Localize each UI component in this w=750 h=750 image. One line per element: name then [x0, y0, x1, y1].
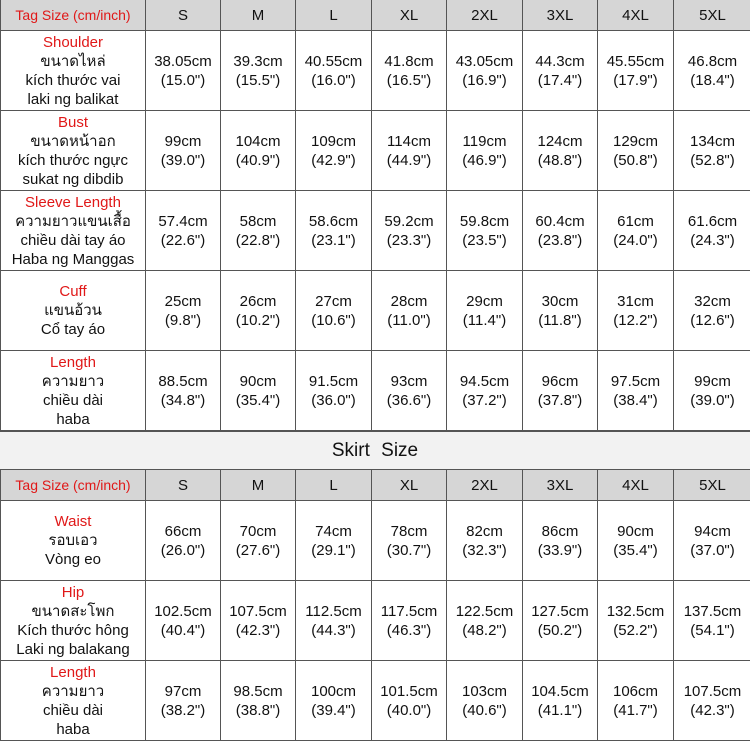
- value-cm: 96cm: [541, 372, 579, 390]
- size-value-cell: [296, 111, 372, 191]
- size-value-cell: [296, 501, 372, 581]
- size-value-cell: [221, 271, 296, 351]
- size-header-xl: XL: [372, 0, 447, 31]
- size-header-l: L: [296, 470, 372, 501]
- value-inch: (42.9"): [311, 151, 356, 169]
- value-cm: 91.5cm: [308, 372, 359, 390]
- value-cm: 112.5cm: [305, 602, 362, 620]
- value-cm: 40.55cm: [304, 52, 363, 70]
- size-value-cell: [146, 31, 221, 111]
- value-inch: (27.6"): [235, 541, 281, 559]
- value-inch: (15.5"): [235, 71, 281, 89]
- value-inch: (50.2"): [537, 621, 583, 639]
- size-value-cell: [598, 191, 674, 271]
- measurement-label: [1, 31, 146, 111]
- value-cm: 134cm: [689, 132, 736, 150]
- value-inch: (17.9"): [613, 71, 658, 89]
- value-cm: 58cm: [239, 212, 277, 230]
- size-value-cell: [523, 581, 598, 661]
- size-value-cell: [523, 191, 598, 271]
- value-cm: 78cm: [390, 522, 428, 540]
- value-cm: 90cm: [239, 372, 277, 390]
- measurement-translation: chiều dài: [42, 701, 104, 719]
- size-value-cell: [296, 581, 372, 661]
- size-header-s: S: [146, 0, 221, 31]
- size-value-cell: [447, 501, 523, 581]
- measurement-translation: haba: [56, 410, 90, 428]
- measurement-translation: haba: [56, 720, 90, 738]
- value-inch: (29.1"): [311, 541, 356, 559]
- value-inch: (48.8"): [537, 151, 583, 169]
- value-inch: (18.4"): [690, 71, 735, 89]
- value-inch: (40.6"): [462, 701, 507, 719]
- size-value-cell: [372, 271, 447, 351]
- top-row: [1, 111, 750, 191]
- size-value-cell: [372, 661, 447, 741]
- value-inch: (23.8"): [537, 231, 583, 249]
- value-inch: (46.3"): [386, 621, 432, 639]
- size-header-2xl: 2XL: [447, 0, 523, 31]
- size-value-cell: [447, 581, 523, 661]
- measurement-translation: Haba ng Manggas: [11, 250, 135, 268]
- skirt-size-title: Skirt Size: [0, 431, 750, 470]
- size-value-cell: [523, 271, 598, 351]
- size-value-cell: [372, 191, 447, 271]
- measurement-translation: ขนาดไหล่: [40, 52, 106, 70]
- size-value-cell: [447, 351, 523, 431]
- value-cm: 45.55cm: [606, 52, 665, 70]
- size-value-cell: [372, 31, 447, 111]
- value-inch: (41.1"): [537, 701, 583, 719]
- size-value-cell: [447, 661, 523, 741]
- size-value-cell: [146, 191, 221, 271]
- value-inch: (23.1"): [311, 231, 356, 249]
- value-cm: 61.6cm: [687, 212, 738, 230]
- value-cm: 107.5cm: [683, 682, 742, 700]
- value-inch: (40.9"): [235, 151, 281, 169]
- measurement-translation: sukat ng dibdib: [22, 170, 124, 188]
- measurement-translation: Cổ tay áo: [40, 321, 106, 338]
- value-cm: 124cm: [537, 132, 583, 150]
- size-header-5xl: 5XL: [674, 470, 750, 501]
- size-value-cell: [221, 501, 296, 581]
- value-cm: 29cm: [466, 292, 503, 310]
- measurement-translation: chiều dài: [42, 391, 104, 409]
- value-inch: (39.0"): [690, 391, 735, 409]
- value-inch: (15.0"): [160, 71, 206, 89]
- value-inch: (33.9"): [537, 541, 583, 559]
- size-value-cell: [523, 351, 598, 431]
- value-cm: 60.4cm: [535, 212, 585, 230]
- value-inch: (24.0"): [613, 231, 658, 249]
- size-value-cell: [146, 271, 221, 351]
- size-header-4xl: 4XL: [598, 0, 674, 31]
- value-inch: (10.6"): [311, 311, 356, 329]
- value-inch: (38.8"): [235, 701, 281, 719]
- value-cm: 119cm: [462, 132, 507, 150]
- value-inch: (35.4"): [613, 541, 658, 559]
- measurement-title: Cuff: [59, 283, 87, 300]
- top-row: [1, 271, 750, 351]
- size-value-cell: [523, 501, 598, 581]
- size-value-cell: [674, 661, 750, 741]
- value-inch: (36.0"): [311, 391, 356, 409]
- value-cm: 30cm: [541, 292, 579, 310]
- value-cm: 107.5cm: [229, 602, 287, 620]
- value-cm: 137.5cm: [683, 602, 742, 620]
- top-table-body: [1, 31, 750, 431]
- measurement-label: [1, 111, 146, 191]
- measurement-title: Length: [50, 663, 96, 681]
- skirt-table-body: [1, 501, 750, 741]
- value-cm: 104cm: [235, 132, 281, 150]
- measurement-translation: laki ng balikat: [27, 90, 119, 108]
- value-inch: (34.8"): [160, 391, 206, 409]
- value-cm: 106cm: [612, 682, 659, 700]
- value-inch: (30.7"): [386, 541, 432, 559]
- value-cm: 86cm: [541, 522, 579, 540]
- size-value-cell: [146, 501, 221, 581]
- value-cm: 25cm: [164, 292, 202, 310]
- value-inch: (54.1"): [690, 621, 735, 639]
- value-inch: (37.8"): [537, 391, 583, 409]
- value-inch: (42.3"): [235, 621, 281, 639]
- value-cm: 93cm: [390, 372, 428, 390]
- value-cm: 102.5cm: [154, 602, 212, 620]
- measurement-title: Bust: [57, 113, 88, 131]
- value-inch: (39.0"): [160, 151, 206, 169]
- value-cm: 114cm: [387, 132, 431, 150]
- size-value-cell: [146, 351, 221, 431]
- value-inch: (42.3"): [690, 701, 735, 719]
- size-value-cell: [221, 31, 296, 111]
- size-value-cell: [598, 661, 674, 741]
- value-inch: (11.0"): [387, 311, 431, 329]
- size-value-cell: [146, 111, 221, 191]
- size-header-m: M: [221, 0, 296, 31]
- measurement-translation: รอบเอว: [48, 532, 98, 549]
- measurement-translation: ความยาว: [41, 372, 105, 390]
- size-value-cell: [523, 661, 598, 741]
- top-row: [1, 31, 750, 111]
- value-cm: 57.4cm: [158, 212, 208, 230]
- value-inch: (11.4"): [462, 311, 507, 329]
- value-inch: (12.6"): [690, 311, 735, 329]
- measurement-translation: ขนาดสะโพก: [31, 602, 115, 620]
- value-inch: (48.2"): [462, 621, 507, 639]
- size-value-cell: [221, 661, 296, 741]
- size-value-cell: [221, 191, 296, 271]
- value-cm: 44.3cm: [535, 52, 585, 70]
- size-value-cell: [447, 31, 523, 111]
- value-inch: (22.8"): [235, 231, 281, 249]
- size-value-cell: [296, 351, 372, 431]
- value-cm: 59.8cm: [459, 212, 510, 230]
- value-cm: 129cm: [612, 132, 659, 150]
- value-cm: 59.2cm: [384, 212, 434, 230]
- tag-size-header: Tag Size (cm/inch): [1, 0, 146, 31]
- measurement-label: [1, 191, 146, 271]
- size-value-cell: [372, 351, 447, 431]
- size-value-cell: [674, 111, 750, 191]
- value-cm: 103cm: [461, 682, 508, 700]
- value-cm: 41.8cm: [384, 52, 434, 70]
- value-inch: (12.2"): [613, 311, 658, 329]
- value-inch: (38.2"): [160, 701, 206, 719]
- size-value-cell: [598, 351, 674, 431]
- value-inch: (23.3"): [386, 231, 432, 249]
- size-value-cell: [447, 191, 523, 271]
- value-cm: 94.5cm: [459, 372, 510, 390]
- top-header-row: [1, 0, 750, 31]
- size-value-cell: [598, 501, 674, 581]
- size-header-3xl: 3XL: [523, 470, 598, 501]
- value-inch: (44.3"): [311, 621, 356, 639]
- measurement-translation: kích thước ngực: [18, 151, 128, 169]
- size-value-cell: [221, 581, 296, 661]
- value-inch: (52.8"): [690, 151, 735, 169]
- size-header-2xl: 2XL: [447, 470, 523, 501]
- size-value-cell: [146, 661, 221, 741]
- value-cm: 88.5cm: [158, 372, 208, 390]
- measurement-translation: chiều dài tay áo: [20, 231, 126, 249]
- value-inch: (9.8"): [164, 311, 202, 329]
- top-row: [1, 351, 750, 431]
- value-inch: (37.0"): [690, 541, 735, 559]
- value-cm: 58.6cm: [308, 212, 359, 230]
- value-cm: 74cm: [315, 522, 352, 540]
- size-header-3xl: 3XL: [523, 0, 598, 31]
- measurement-translation: Laki ng balakang: [16, 640, 130, 658]
- size-header-m: M: [221, 470, 296, 501]
- measurement-title: Length: [50, 353, 96, 371]
- value-inch: (39.4"): [311, 701, 356, 719]
- size-value-cell: [598, 271, 674, 351]
- value-inch: (44.9"): [386, 151, 432, 169]
- value-inch: (11.8"): [538, 311, 582, 329]
- size-value-cell: [296, 31, 372, 111]
- size-value-cell: [146, 581, 221, 661]
- value-inch: (50.8"): [613, 151, 658, 169]
- value-inch: (37.2"): [462, 391, 507, 409]
- value-inch: (35.4"): [235, 391, 281, 409]
- value-inch: (32.3"): [462, 541, 507, 559]
- measurement-label: [1, 501, 146, 581]
- size-value-cell: [674, 31, 750, 111]
- value-cm: 132.5cm: [606, 602, 665, 620]
- value-inch: (40.0"): [386, 701, 432, 719]
- size-value-cell: [447, 111, 523, 191]
- value-cm: 70cm: [239, 522, 277, 540]
- size-value-cell: [674, 581, 750, 661]
- size-value-cell: [296, 661, 372, 741]
- value-cm: 99cm: [164, 132, 202, 150]
- size-value-cell: [372, 111, 447, 191]
- size-header-l: L: [296, 0, 372, 31]
- measurement-label: [1, 271, 146, 351]
- size-header-5xl: 5XL: [674, 0, 750, 31]
- value-cm: 38.05cm: [154, 52, 212, 70]
- measurement-translation: ขนาดหน้าอก: [30, 132, 116, 150]
- value-inch: (16.5"): [386, 71, 432, 89]
- value-cm: 99cm: [694, 372, 731, 390]
- value-cm: 90cm: [617, 522, 654, 540]
- value-cm: 28cm: [390, 292, 428, 310]
- value-inch: (16.0"): [311, 71, 356, 89]
- bottom-row: [1, 661, 750, 741]
- value-inch: (26.0"): [160, 541, 206, 559]
- measurement-title: Sleeve Length: [25, 193, 121, 211]
- value-inch: (41.7"): [613, 701, 658, 719]
- size-header-xl: XL: [372, 470, 447, 501]
- skirt-size-table: [0, 469, 750, 741]
- size-value-cell: [598, 31, 674, 111]
- value-cm: 31cm: [617, 292, 654, 310]
- value-cm: 39.3cm: [233, 52, 283, 70]
- value-cm: 97.5cm: [610, 372, 661, 390]
- value-inch: (22.6"): [160, 231, 206, 249]
- measurement-translation: Vòng eo: [45, 551, 101, 568]
- measurement-label: [1, 661, 146, 741]
- value-inch: (46.9"): [462, 151, 507, 169]
- value-cm: 94cm: [694, 522, 731, 540]
- size-value-cell: [221, 111, 296, 191]
- size-value-cell: [674, 501, 750, 581]
- measurement-title: Waist: [54, 513, 92, 530]
- size-value-cell: [296, 191, 372, 271]
- size-value-cell: [598, 111, 674, 191]
- measurement-title: Hip: [61, 583, 85, 601]
- value-cm: 61cm: [617, 212, 654, 230]
- size-header-4xl: 4XL: [598, 470, 674, 501]
- measurement-translation: แขนอ้วน: [44, 302, 102, 319]
- value-cm: 98.5cm: [233, 682, 283, 700]
- value-inch: (38.4"): [613, 391, 658, 409]
- size-value-cell: [372, 501, 447, 581]
- size-value-cell: [372, 581, 447, 661]
- bottom-row: [1, 501, 750, 581]
- value-inch: (23.5"): [462, 231, 507, 249]
- size-value-cell: [674, 191, 750, 271]
- tag-size-header: Tag Size (cm/inch): [1, 470, 146, 501]
- value-cm: 127.5cm: [531, 602, 589, 620]
- size-value-cell: [523, 31, 598, 111]
- value-cm: 32cm: [694, 292, 731, 310]
- value-inch: (10.2"): [235, 311, 281, 329]
- skirt-header-row: [1, 470, 750, 501]
- value-inch: (16.9"): [462, 71, 507, 89]
- value-cm: 27cm: [315, 292, 352, 310]
- measurement-translation: kích thước vai: [25, 71, 121, 89]
- size-header-s: S: [146, 470, 221, 501]
- size-value-cell: [674, 271, 750, 351]
- value-cm: 117.5cm: [380, 602, 438, 620]
- measurement-title: Shoulder: [42, 33, 104, 51]
- value-cm: 43.05cm: [455, 52, 514, 70]
- value-cm: 109cm: [310, 132, 357, 150]
- value-cm: 104.5cm: [531, 682, 589, 700]
- measurement-label: [1, 581, 146, 661]
- size-value-cell: [674, 351, 750, 431]
- value-cm: 101.5cm: [380, 682, 438, 700]
- value-inch: (40.4"): [160, 621, 206, 639]
- value-inch: (24.3"): [690, 231, 735, 249]
- value-cm: 97cm: [164, 682, 202, 700]
- value-cm: 46.8cm: [687, 52, 738, 70]
- value-inch: (52.2"): [613, 621, 658, 639]
- top-row: [1, 191, 750, 271]
- value-inch: (36.6"): [386, 391, 432, 409]
- size-value-cell: [523, 111, 598, 191]
- size-value-cell: [447, 271, 523, 351]
- measurement-translation: ความยาว: [41, 682, 105, 700]
- value-cm: 66cm: [164, 522, 202, 540]
- value-cm: 100cm: [310, 682, 357, 700]
- measurement-translation: ความยาวแขนเสื้อ: [15, 212, 131, 230]
- size-value-cell: [598, 581, 674, 661]
- value-cm: 122.5cm: [455, 602, 514, 620]
- bottom-row: [1, 581, 750, 661]
- value-cm: 82cm: [466, 522, 503, 540]
- size-value-cell: [221, 351, 296, 431]
- size-value-cell: [296, 271, 372, 351]
- value-inch: (17.4"): [537, 71, 583, 89]
- measurement-translation: Kích thước hông: [17, 621, 129, 639]
- value-cm: 26cm: [239, 292, 277, 310]
- measurement-label: [1, 351, 146, 431]
